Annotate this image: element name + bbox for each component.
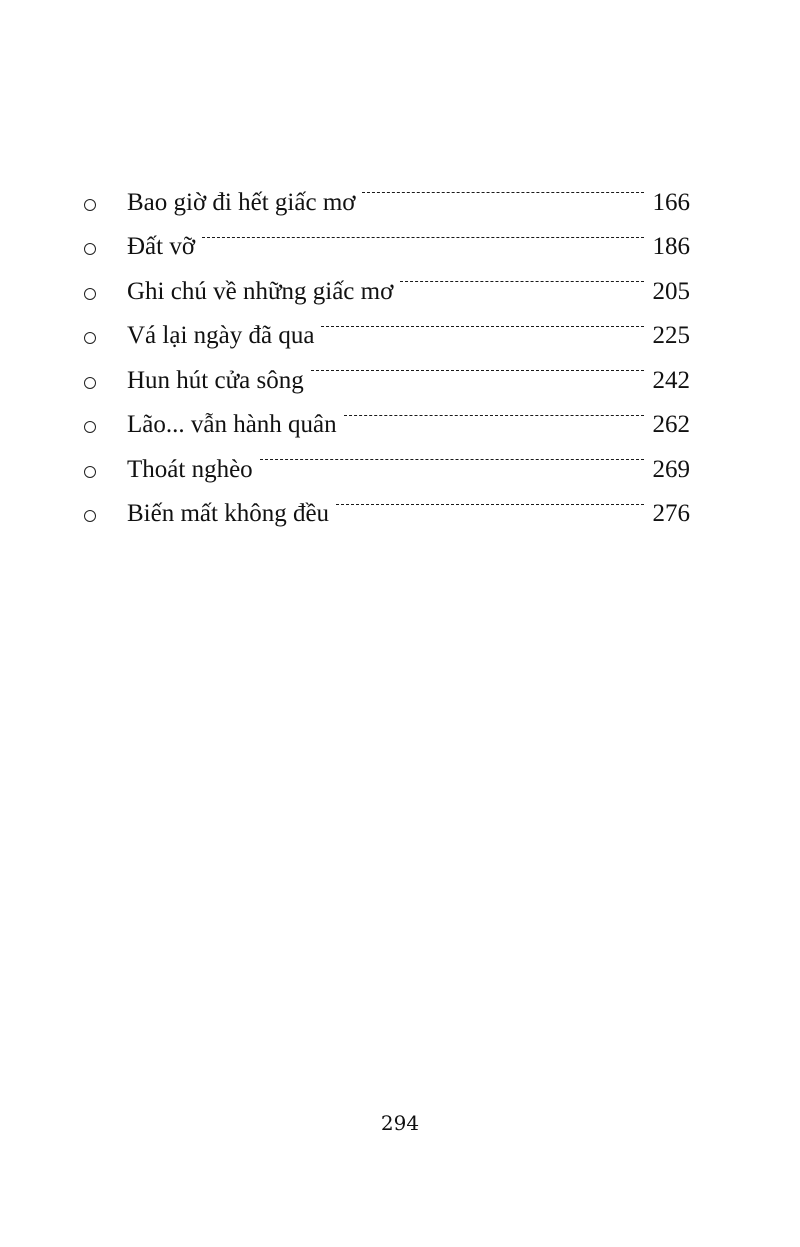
circle-bullet-icon [84, 332, 96, 344]
circle-bullet-icon [84, 377, 96, 389]
toc-entry-page: 262 [652, 411, 690, 438]
toc-entry-page: 205 [652, 277, 690, 305]
circle-bullet-icon [84, 199, 96, 211]
page-number: 294 [380, 1111, 420, 1135]
dotted-leader [336, 477, 644, 522]
dotted-leader [344, 388, 644, 433]
dotted-leader [321, 299, 644, 344]
toc-entry-title: Thoát nghèo [127, 455, 253, 483]
toc-entry-page: 166 [652, 188, 690, 216]
toc-entry-title: Vá lại ngày đã qua [127, 322, 315, 349]
toc-entry-title: Hun hút cửa sông [127, 366, 304, 394]
circle-bullet-icon [84, 243, 96, 255]
toc-entry-title: Bao giờ đi hết giấc mơ [127, 188, 356, 216]
dotted-leader [260, 432, 644, 477]
circle-bullet-icon [84, 510, 96, 522]
circle-bullet-icon [84, 421, 96, 433]
dotted-leader [400, 254, 644, 299]
toc-entry-page: 276 [652, 500, 690, 527]
toc-entry [84, 165, 690, 216]
toc-entry-title: Biến mất không đều [127, 500, 330, 527]
toc-entry-page: 186 [652, 233, 690, 260]
toc-entry-title: Đất vỡ [127, 233, 196, 260]
toc-entry-title: Lão... vẫn hành quân [127, 411, 337, 438]
toc-entry-page: 269 [652, 455, 690, 483]
toc-entry-title: Ghi chú về những giấc mơ [127, 277, 394, 305]
table-of-contents [84, 165, 690, 527]
dotted-leader [362, 165, 644, 210]
dotted-leader [202, 210, 644, 255]
circle-bullet-icon [84, 466, 96, 478]
circle-bullet-icon [84, 288, 96, 300]
toc-entry-page: 225 [652, 322, 690, 349]
dotted-leader [311, 343, 644, 388]
toc-entry-page: 242 [652, 366, 690, 394]
